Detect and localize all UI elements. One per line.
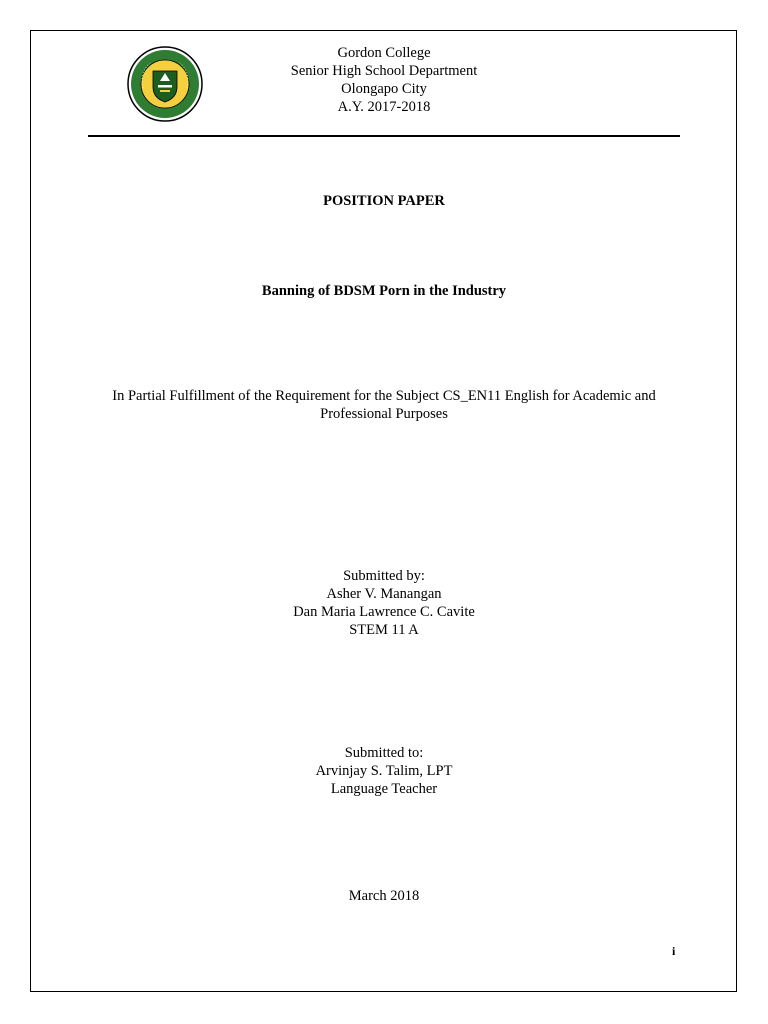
author-name: Asher V. Manangan [326, 586, 442, 602]
submitted-by-label: Submitted by: [343, 568, 425, 584]
submitted-to-label: Submitted to: [344, 745, 424, 761]
department-name: Senior High School Department [290, 63, 478, 79]
page-number: i [672, 944, 676, 958]
submitted-by-block [0, 567, 768, 639]
document-type: POSITION PAPER [323, 193, 445, 209]
academic-year: A.Y. 2017-2018 [337, 99, 431, 115]
page-border [30, 30, 737, 992]
document-title: Banning of BDSM Porn in the Industry [261, 283, 507, 299]
header [0, 44, 768, 116]
fulfillment-statement [90, 387, 678, 423]
teacher-role: Language Teacher [330, 781, 438, 797]
submitted-to-block [0, 744, 768, 798]
class-section: STEM 11 A [349, 622, 419, 638]
teacher-name: Arvinjay S. Talim, LPT [315, 763, 453, 779]
submission-date: March 2018 [348, 888, 420, 904]
fulfillment-line-2: Professional Purposes [320, 406, 448, 422]
city-name: Olongapo City [341, 81, 427, 97]
header-divider [88, 135, 680, 137]
fulfillment-line-1: In Partial Fulfillment of the Requirement for the Subject CS_EN11 English for Academic and [112, 388, 656, 404]
institution-name: Gordon College [337, 45, 431, 61]
author-name: Dan Maria Lawrence C. Cavite [293, 604, 475, 620]
